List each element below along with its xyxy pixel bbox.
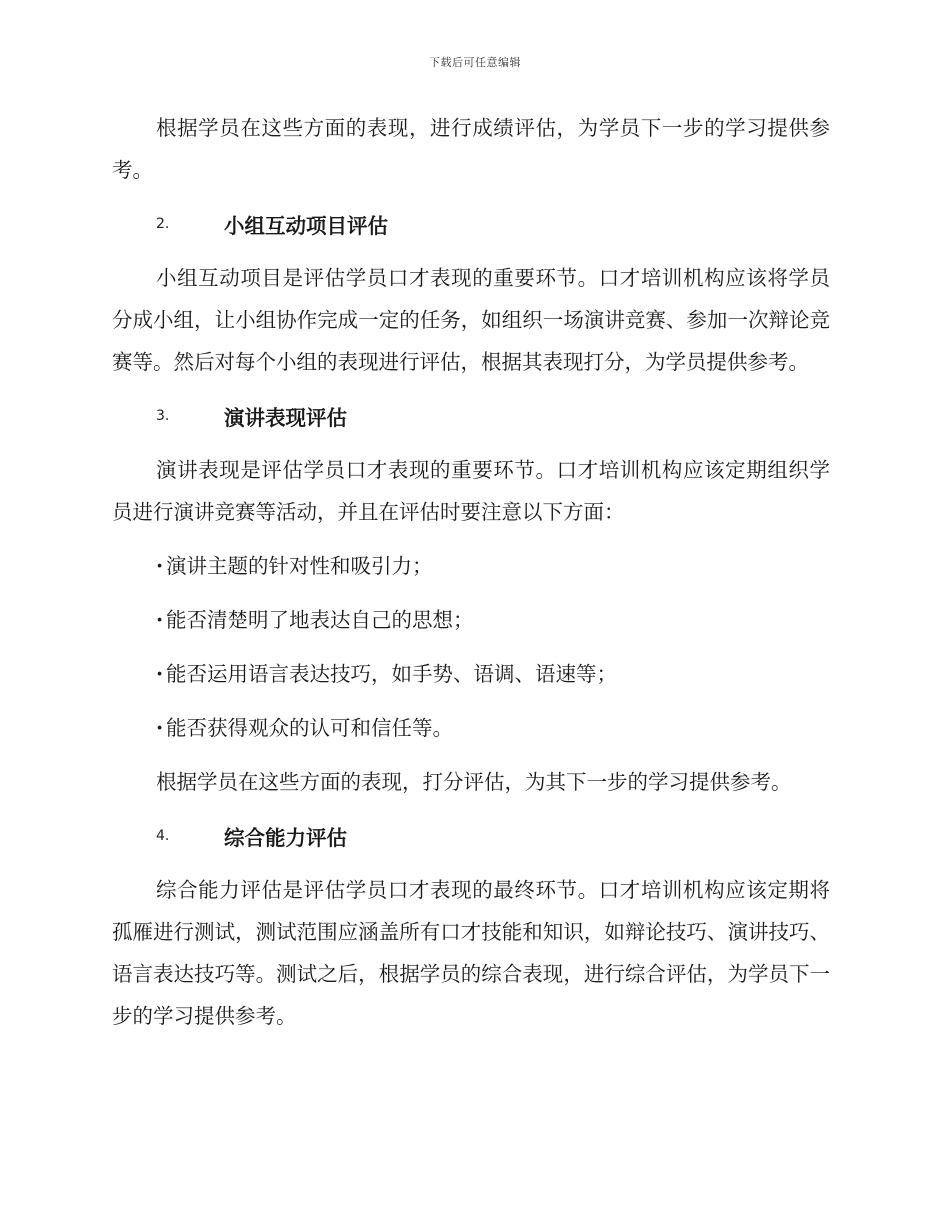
bullet-item xyxy=(112,707,830,749)
section-4-paragraph: 综合能力评估是评估学员口才表现的最终环节。口才培训机构应该定期将孤雁进行测试，测试范围应涵盖所有口才技能和知识，如辩论技巧、演讲技巧、语言表达技巧等。测试之后，根据学员的综合表现，进行综合评估，为学员下一步的学习提供参考。 xyxy=(112,878,830,1028)
intro-paragraph: 根据学员在这些方面的表现，进行成绩评估，为学员下一步的学习提供参考。 xyxy=(112,116,830,182)
bullet-text: 能否运用语言表达技巧，如手势、语调、语速等； xyxy=(166,662,617,686)
bullet-marker: · xyxy=(156,608,164,632)
bullet-marker: · xyxy=(156,662,164,686)
section-2-title: 小组互动项目评估 xyxy=(224,214,388,238)
section-3-heading xyxy=(112,395,830,437)
bullet-marker: · xyxy=(156,554,164,578)
section-4-heading xyxy=(112,815,830,857)
section-2-paragraph: 小组互动项目是评估学员口才表现的重要环节。口才培训机构应该将学员分成小组，让小组协作完成一定的任务，如组织一场演讲竞赛、参加一次辩论竞赛等。然后对每个小组的表现进行评估，根据其表现打分，为学员提供参考。 xyxy=(112,266,830,374)
section-4-number: 4. xyxy=(156,828,170,844)
section-3-number: 3. xyxy=(156,408,170,424)
section-3-title: 演讲表现评估 xyxy=(224,406,347,430)
section-2-number: 2. xyxy=(156,216,170,232)
section-2-heading xyxy=(112,203,830,245)
bullet-text: 能否清楚明了地表达自己的思想； xyxy=(166,608,474,632)
bullet-text: 能否获得观众的认可和信任等。 xyxy=(166,716,453,740)
section-4-title: 综合能力评估 xyxy=(224,826,347,850)
section-3-paragraph: 演讲表现是评估学员口才表现的重要环节。口才培训机构应该定期组织学员进行演讲竞赛等活动，并且在评估时要注意以下方面： xyxy=(112,458,830,524)
bullet-item xyxy=(112,653,830,695)
page-header: 下载后可任意编辑 xyxy=(429,56,521,69)
document-body xyxy=(112,107,830,1037)
section-3-closing: 根据学员在这些方面的表现，打分评估，为其下一步的学习提供参考。 xyxy=(156,770,792,794)
bullet-text: 演讲主题的针对性和吸引力； xyxy=(166,554,433,578)
bullet-marker: · xyxy=(156,716,164,740)
bullet-item xyxy=(112,599,830,641)
bullet-item xyxy=(112,545,830,587)
